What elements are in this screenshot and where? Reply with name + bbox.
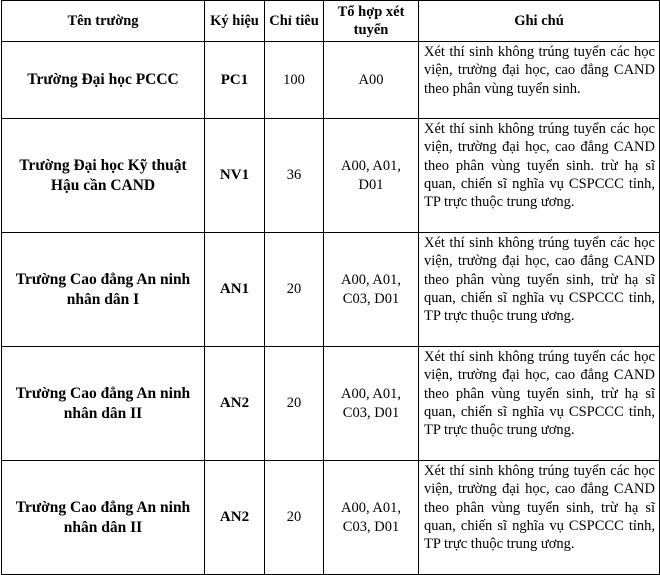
quota-value: 100 — [265, 42, 324, 119]
combo-value: A00 — [324, 42, 419, 119]
note-text: Xét thí sinh không trúng tuyển các học viện, trường đại học, cao đẳng CAND theo phân vùng tuyển sinh. — [419, 42, 660, 119]
combo-value: A00, A01, C03, D01 — [324, 233, 419, 347]
quota-value: 20 — [265, 461, 324, 575]
school-name: Trường Đại học Kỹ thuật Hậu cần CAND — [2, 119, 205, 233]
school-code: AN2 — [205, 347, 265, 461]
header-school: Tên trường — [2, 1, 205, 42]
note-text: Xét thí sinh không trúng tuyển các học viện, trường đại học, cao đẳng CAND theo phân vùng tuyển sinh, trừ hạ sĩ quan, chiến sĩ nghĩa vụ CSPCCC tỉnh, TP trực thuộc trung ương. — [419, 461, 660, 575]
school-name: Trường Cao đẳng An ninh nhân dân I — [2, 233, 205, 347]
school-code: PC1 — [205, 42, 265, 119]
school-code: AN1 — [205, 233, 265, 347]
school-name: Trường Đại học PCCC — [2, 42, 205, 119]
combo-value: A00, A01, C03, D01 — [324, 347, 419, 461]
table-row — [2, 119, 660, 233]
table-row — [2, 233, 660, 347]
header-quota: Chỉ tiêu — [265, 1, 324, 42]
table-row — [2, 347, 660, 461]
note-text: Xét thí sinh không trúng tuyển các học viện, trường đại học, cao đẳng CAND theo phân vùng tuyển sinh, trừ hạ sĩ quan, chiến sĩ nghĩa vụ CSPCCC tỉnh, TP trực thuộc trung ương. — [419, 233, 660, 347]
school-code: NV1 — [205, 119, 265, 233]
quota-value: 20 — [265, 347, 324, 461]
table-header-row — [2, 1, 660, 42]
combo-value: A00, A01, C03, D01 — [324, 461, 419, 575]
header-note: Ghi chú — [419, 1, 660, 42]
combo-value: A00, A01, D01 — [324, 119, 419, 233]
note-text: Xét thí sinh không trúng tuyển các học viện, trường đại học, cao đẳng CAND theo phân vùng tuyển sinh, trừ hạ sĩ quan, chiến sĩ nghĩa vụ CSPCCC tỉnh, TP trực thuộc trung ương. — [419, 347, 660, 461]
note-text: Xét thí sinh không trúng tuyển các học viện, trường đại học, cao đẳng CAND theo phân vùng tuyển sinh. trừ hạ sĩ quan, chiến sĩ nghĩa vụ CSPCCC tỉnh, TP trực thuộc trung ương. — [419, 119, 660, 233]
admissions-table — [1, 0, 660, 575]
school-code: AN2 — [205, 461, 265, 575]
school-name: Trường Cao đẳng An ninh nhân dân II — [2, 461, 205, 575]
table-row — [2, 461, 660, 575]
quota-value: 36 — [265, 119, 324, 233]
table-row — [2, 42, 660, 119]
quota-value: 20 — [265, 233, 324, 347]
header-combo: Tổ hợp xét tuyển — [324, 1, 419, 42]
header-code: Ký hiệu — [205, 1, 265, 42]
school-name: Trường Cao đẳng An ninh nhân dân II — [2, 347, 205, 461]
